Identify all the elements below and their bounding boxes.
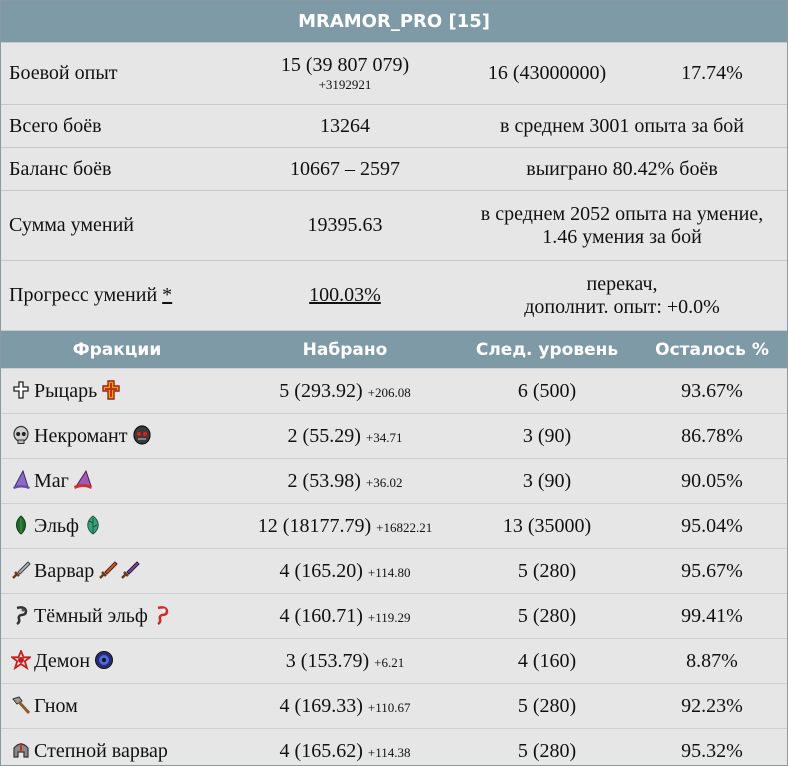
faction-gained xyxy=(233,729,457,766)
faction-left-percent: 95.04% xyxy=(637,504,787,549)
title-row xyxy=(1,1,787,43)
faction-name-cell xyxy=(1,684,233,729)
total-battles-row xyxy=(1,105,787,148)
col-next-header: След. уровень xyxy=(457,331,637,369)
faction-name: Некромант xyxy=(34,424,128,447)
combat-exp-percent: 17.74% xyxy=(637,43,787,105)
faction-gained-plus: +6.21 xyxy=(374,654,405,670)
faction-gained xyxy=(233,369,457,414)
pentagram-icon xyxy=(11,650,31,670)
faction-gained xyxy=(233,414,457,459)
wizard-hat-red-icon xyxy=(73,470,93,490)
faction-gained-plus: +206.08 xyxy=(367,384,411,400)
faction-gained xyxy=(233,594,457,639)
combat-exp-current xyxy=(233,43,457,105)
faction-gained-value: 2 (53.98) xyxy=(287,469,361,492)
sword-icon xyxy=(11,560,31,580)
battle-balance-label: Баланс боёв xyxy=(1,148,233,191)
skill-sum-row xyxy=(1,191,787,261)
faction-name-cell xyxy=(1,594,233,639)
leaf-icon xyxy=(11,515,31,535)
skill-progress-value[interactable]: 100.03% xyxy=(309,284,381,306)
faction-next-level: 4 (160) xyxy=(457,639,637,684)
faction-left-percent: 93.67% xyxy=(637,369,787,414)
faction-left-percent: 92.23% xyxy=(637,684,787,729)
faction-gained-value: 5 (293.92) xyxy=(279,379,363,402)
faction-gained xyxy=(233,459,457,504)
faction-name: Демон xyxy=(34,649,91,672)
hammer-icon xyxy=(11,695,31,715)
col-faction-header: Фракции xyxy=(1,331,233,369)
faction-name: Гном xyxy=(34,694,78,717)
col-left-header: Осталось % xyxy=(637,331,787,369)
factions-header-row xyxy=(1,331,787,369)
faction-name: Эльф xyxy=(34,514,79,537)
faction-name: Варвар xyxy=(34,559,95,582)
faction-gained-plus: +16822.21 xyxy=(376,519,433,535)
battle-balance-value: 10667 – 2597 xyxy=(233,148,457,191)
faction-row-demon xyxy=(1,639,787,684)
total-battles-value: 13264 xyxy=(233,105,457,148)
faction-left-percent: 95.32% xyxy=(637,729,787,766)
faction-gained-plus: +110.67 xyxy=(367,699,411,715)
skill-progress-note xyxy=(457,261,787,331)
faction-next-level: 5 (280) xyxy=(457,549,637,594)
steppe-helmet-icon xyxy=(11,740,31,760)
faction-gained-plus: +114.38 xyxy=(367,744,411,760)
faction-name-cell xyxy=(1,414,233,459)
col-gained-header: Набрано xyxy=(233,331,457,369)
dark-elf-red-icon xyxy=(152,605,172,625)
combat-exp-label: Боевой опыт xyxy=(1,43,233,105)
faction-name-cell xyxy=(1,504,233,549)
faction-left-percent: 8.87% xyxy=(637,639,787,684)
faction-row-knight xyxy=(1,369,787,414)
skill-progress-label: Прогресс умений xyxy=(9,284,158,306)
total-battles-note: в среднем 3001 опыта за бой xyxy=(457,105,787,148)
faction-next-level: 13 (35000) xyxy=(457,504,637,549)
battle-balance-note: выиграно 80.42% боёв xyxy=(457,148,787,191)
skill-progress-label-cell xyxy=(1,261,233,331)
dark-elf-icon xyxy=(11,605,31,625)
faction-gained-value: 4 (160.71) xyxy=(279,604,363,627)
combat-exp-next: 16 (43000000) xyxy=(457,43,637,105)
skill-sum-note xyxy=(457,191,787,261)
leaf-teal-icon xyxy=(83,515,103,535)
skill-sum-label: Сумма умений xyxy=(1,191,233,261)
faction-gained xyxy=(233,684,457,729)
skill-progress-note-line2: дополнит. опыт: +0.0% xyxy=(524,295,720,318)
skill-progress-row xyxy=(1,261,787,331)
faction-row-dwarf xyxy=(1,684,787,729)
wizard-hat-icon xyxy=(11,470,31,490)
faction-row-mage xyxy=(1,459,787,504)
skill-sum-value: 19395.63 xyxy=(233,191,457,261)
faction-gained-plus: +114.80 xyxy=(367,564,411,580)
knight-emblem-icon xyxy=(101,380,121,400)
faction-row-barbarian xyxy=(1,549,787,594)
faction-gained-value: 12 (18177.79) xyxy=(257,514,372,537)
faction-row-steppe-barbarian xyxy=(1,729,787,766)
faction-gained xyxy=(233,504,457,549)
combat-exp-current-plus: +3192921 xyxy=(318,77,372,92)
combat-exp-row xyxy=(1,43,787,105)
faction-gained-value: 4 (165.20) xyxy=(279,559,363,582)
skill-progress-note-line1: перекач, xyxy=(586,272,658,295)
faction-gained-plus: +119.29 xyxy=(367,609,411,625)
faction-gained-value: 4 (165.62) xyxy=(279,739,363,762)
faction-gained xyxy=(233,549,457,594)
swords-icon xyxy=(98,560,140,580)
skull-icon xyxy=(11,425,31,445)
faction-left-percent: 99.41% xyxy=(637,594,787,639)
character-title: MRAMOR_PRO [15] xyxy=(1,1,787,43)
faction-next-level: 5 (280) xyxy=(457,729,637,766)
faction-next-level: 5 (280) xyxy=(457,594,637,639)
faction-name-cell xyxy=(1,639,233,684)
faction-row-necromancer xyxy=(1,414,787,459)
skill-progress-help-link[interactable]: * xyxy=(162,284,173,306)
faction-name-cell xyxy=(1,369,233,414)
combat-exp-current-value: 15 (39 807 079) xyxy=(280,54,410,76)
faction-row-elf xyxy=(1,504,787,549)
faction-name: Маг xyxy=(34,469,69,492)
faction-gained-value: 4 (169.33) xyxy=(279,694,363,717)
faction-gained-value: 2 (55.29) xyxy=(287,424,361,447)
demon-orb-icon xyxy=(94,650,114,670)
faction-next-level: 5 (280) xyxy=(457,684,637,729)
faction-gained-plus: +34.71 xyxy=(365,429,403,445)
faction-left-percent: 90.05% xyxy=(637,459,787,504)
total-battles-label: Всего боёв xyxy=(1,105,233,148)
faction-name-cell xyxy=(1,729,233,766)
faction-name: Рыцарь xyxy=(34,379,98,402)
faction-name: Степной варвар xyxy=(34,739,168,762)
faction-name: Тёмный эльф xyxy=(34,604,148,627)
faction-name-cell xyxy=(1,459,233,504)
faction-name-cell xyxy=(1,549,233,594)
skill-progress-value-cell xyxy=(233,261,457,331)
skill-sum-note-line2: 1.46 умения за бой xyxy=(542,225,702,248)
knight-cross-icon xyxy=(11,380,31,400)
faction-gained xyxy=(233,639,457,684)
stats-table xyxy=(1,1,787,766)
battle-balance-row xyxy=(1,148,787,191)
faction-next-level: 3 (90) xyxy=(457,459,637,504)
necro-mask-icon xyxy=(132,425,152,445)
faction-gained-value: 3 (153.79) xyxy=(285,649,370,672)
faction-row-dark-elf xyxy=(1,594,787,639)
faction-next-level: 3 (90) xyxy=(457,414,637,459)
skill-sum-note-line1: в среднем 2052 опыта на умение, xyxy=(480,202,764,225)
faction-next-level: 6 (500) xyxy=(457,369,637,414)
faction-left-percent: 95.67% xyxy=(637,549,787,594)
faction-gained-plus: +36.02 xyxy=(365,474,403,490)
faction-left-percent: 86.78% xyxy=(637,414,787,459)
